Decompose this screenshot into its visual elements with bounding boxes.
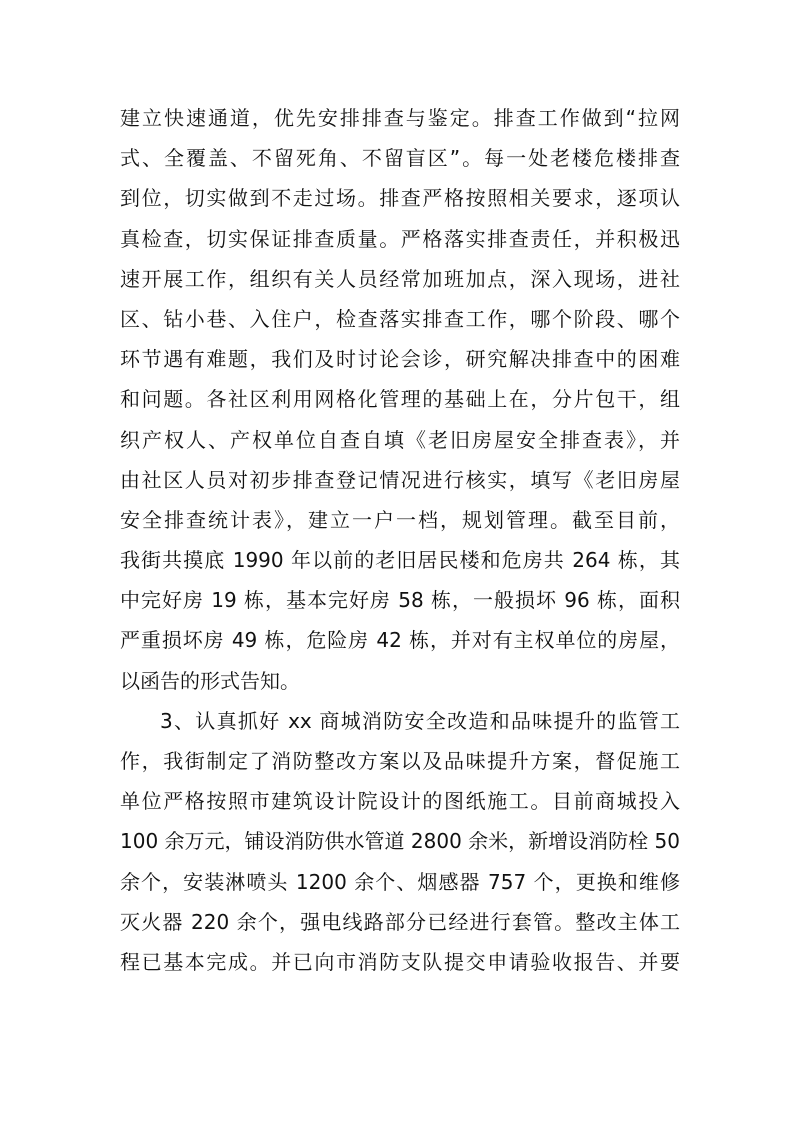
text-line: 建立快速通道，优先安排排查与鉴定。排查工作做到“拉网	[120, 106, 680, 130]
text-line: 真检查，切实保证排查质量。严格落实排查责任，并积极迅	[120, 226, 680, 251]
text-line: 速开展工作，组织有关人员经常加班加点，深入现场，进社	[120, 266, 680, 291]
text-line: 安全排查统计表》，建立一户一档，规划管理。截至目前，	[120, 507, 680, 532]
text-line: 我街共摸底 1990 年以前的老旧居民楼和危房共 264 栋，其	[120, 548, 680, 573]
text-line: 灭火器 220 余个，强电线路部分已经进行套管。整改主体工	[120, 909, 680, 934]
text-line: 严重损坏房 49 栋，危险房 42 栋，并对有主权单位的房屋，	[120, 628, 680, 653]
text-line: 余个，安装淋喷头 1200 余个、烟感器 757 个，更换和维修	[120, 869, 680, 894]
text-line: 织产权人、产权单位自查自填《老旧房屋安全排查表》，并	[120, 427, 680, 452]
text-line: 中完好房 19 栋，基本完好房 58 栋，一般损坏 96 栋，面积	[120, 588, 680, 613]
text-line: 区、钻小巷、入住户，检查落实排查工作，哪个阶段、哪个	[120, 306, 680, 331]
text-line: 单位严格按照市建筑设计院设计的图纸施工。目前商城投入	[120, 789, 680, 814]
text-line: 100 余万元，铺设消防供水管道 2800 余米，新增设消防栓 50	[120, 829, 680, 854]
text-line: 程已基本完成。并已向市消防支队提交申请验收报告、并要	[120, 949, 680, 974]
text-line: 到位，切实做到不走过场。排查严格按照相关要求，逐项认	[120, 186, 680, 211]
paragraph-end-line: 以函告的形式告知。	[120, 668, 300, 693]
body-text	[120, 98, 680, 982]
text-line: 作，我街制定了消防整改方案以及品味提升方案，督促施工	[120, 749, 680, 773]
text-line: 由社区人员对初步排查登记情况进行核实，填写《老旧房屋	[120, 467, 680, 492]
text-line: 环节遇有难题，我们及时讨论会诊，研究解决排查中的困难	[120, 347, 680, 372]
text-line: 和问题。各社区利用网格化管理的基础上在，分片包干，组	[120, 387, 680, 412]
paragraph-start-line: 3、认真抓好 xx 商城消防安全改造和品味提升的监管工	[160, 708, 680, 733]
text-line: 式、全覆盖、不留死角、不留盲区”。每一处老楼危楼排查	[120, 146, 680, 171]
